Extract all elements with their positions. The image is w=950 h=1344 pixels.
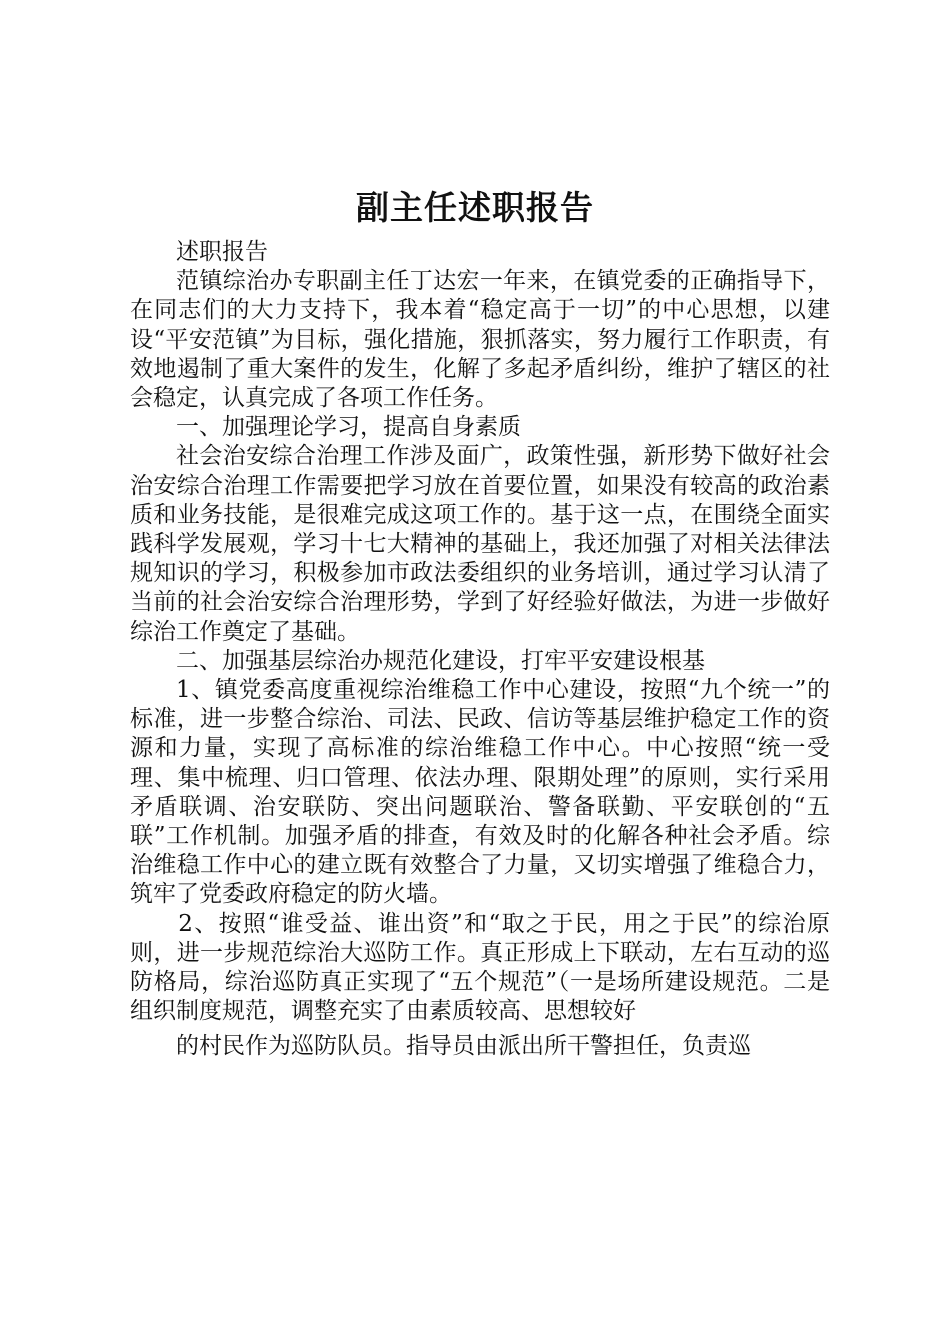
paragraph-continuation: 的村民作为巡防队员。指导员由派出所干警担任，负责巡 (176, 1033, 751, 1060)
document-title: 副主任述职报告 (356, 188, 594, 227)
paragraph-intro: 范镇综治办专职副主任丁达宏一年来，在镇党委的正确指导下，在同志们的大力支持下，我本着“稳定高于一切”的中心思想，以建设“平安范镇”为目标，强化措施，狠抓落实，努力履行工作职责，有效地遏制了重大案件的发生，化解了多起矛盾纠纷，维护了辖区的社会稳定，认真完成了各项工作任务。 (130, 268, 830, 412)
paragraph-item-1: 1、镇党委高度重视综治维稳工作中心建设，按照“九个统一”的标准，进一步整合综治、司法、民政、信访等基层维护稳定工作的资源和力量，实现了高标准的综治维稳工作中心。中心按照“统一受理、集中梳理、归口管理、依法办理、限期处理”的原则，实行采用矛盾联调、治安联防、突出问题联治、警备联勤、平安联创的“五联”工作机制。加强矛盾的排查，有效及时的化解各种社会矛盾。综治维稳工作中心的建立既有效整合了力量，又切实增强了维稳合力，筑牢了党委政府稳定的防火墙。 (130, 677, 830, 908)
paragraph-section-1: 社会治安综合治理工作涉及面广，政策性强，新形势下做好社会治安综合治理工作需要把学习放在首要位置，如果没有较高的政治素质和业务技能，是很难完成这项工作的。基于这一点，在围绕全面实践科学发展观，学习十七大精神的基础上，我还加强了对相关法律法规知识的学习，积极参加市政法委组织的业务培训，通过学习认清了当前的社会治安综合治理形势，学到了好经验好做法，为进一步做好综治工作奠定了基础。 (130, 443, 830, 645)
document-body (130, 238, 830, 1062)
section-heading-1: 一、加强理论学习，提高自身素质 (176, 414, 521, 441)
section-heading-2: 二、加强基层综治办规范化建设，打牢平安建设根基 (176, 647, 705, 674)
paragraph-item-2: 2、按照“谁受益、谁出资”和“取之于民，用之于民”的综治原则，进一步规范综治大巡防工作。真正形成上下联动，左右互动的巡防格局，综治巡防真正实现了“五个规范”（一是场所建设规范。二是组织制度规范，调整充实了由素质较高、思想较好 (130, 910, 830, 1025)
paragraph-heading-label: 述职报告 (176, 239, 268, 265)
